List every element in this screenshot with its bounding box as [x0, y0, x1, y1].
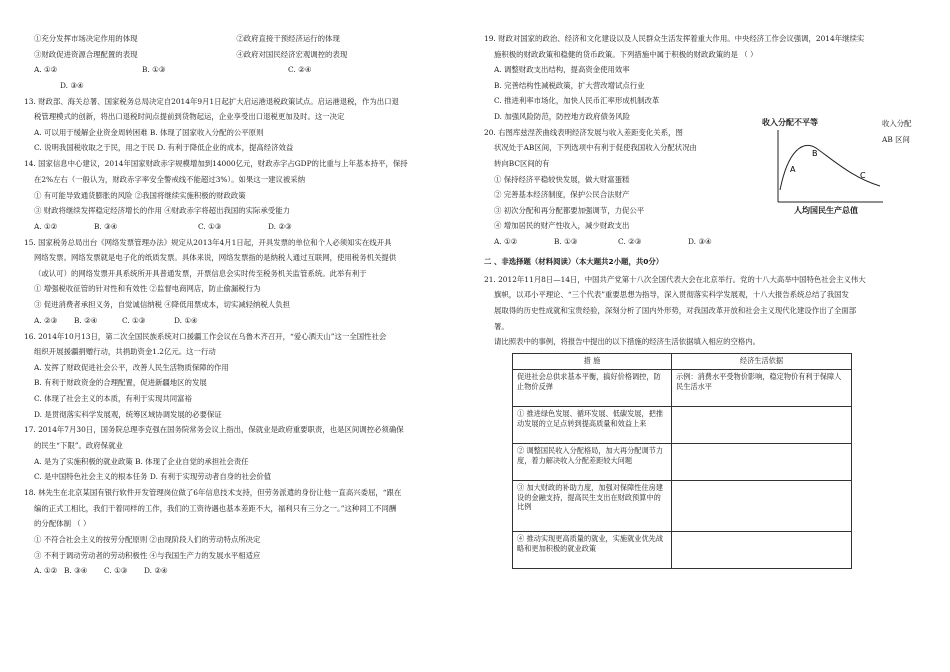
q18-stem-2: 编的正式工相比，我们干着同样的工作，我们的工资待遇也基本差距不大，福利只有三分之一。”这种同工不同酬	[34, 503, 397, 513]
question-15	[24, 238, 464, 326]
answer-cell-4[interactable]	[672, 531, 852, 568]
q13-stem-1: 13. 财政部、海关总署、国家税务总局决定自2014年9月1日起扩大启运港退税政策试点。启运港退税，作为出口退	[24, 96, 399, 106]
q18-choice-c: C. ①③	[104, 566, 128, 576]
q15-choice-c: C. ①③	[122, 315, 146, 325]
measures-table	[512, 353, 852, 569]
q21-stem-2: 旗帜，以邓小平理论、“三个代表”重要思想为指导，深入贯彻落实科学发展观，十八大报告系统总结了我国发	[494, 290, 849, 300]
q17-options-cd: C. 是中国特色社会主义的根本任务 D. 有利于实现劳动者自身的社会价值	[34, 472, 272, 482]
q19-option-d: D. 加强风险防范，防控地方政府债务风险	[494, 111, 631, 121]
q18-choice-a: A. ①②	[34, 566, 58, 576]
q15-choice-a: A. ②③	[34, 315, 58, 325]
table-header-measure: 措 施	[513, 353, 672, 369]
q16-option-a: A. 发挥了财政促进社会公平，改善人民生活物质保障的作用	[34, 362, 229, 372]
table-row	[513, 369, 852, 406]
question-12-tail	[24, 34, 464, 91]
q13-options-cd: C. 说明我国税收取之于民，用之于民 D. 有利于降低企业的成本，提高经济效益	[34, 143, 294, 153]
answer-cell-3[interactable]	[672, 480, 852, 531]
point-a-label: A	[790, 165, 796, 174]
q19-stem-1: 19. 财政对国家的政治、经济和文化建设以及人民群众生活发挥着重大作用。中央经济工作会议强调，2014年继续实	[484, 34, 865, 43]
q14-choice-b: B. ③④	[94, 221, 118, 231]
kuznets-curve-svg	[768, 120, 888, 220]
x-axis-label: 人均国民生产总值	[794, 206, 858, 215]
q12-option-1: ①充分发挥市场决定作用的体现	[34, 34, 138, 43]
q18-choice-b: B. ③④	[64, 566, 88, 576]
q14-options-12: ① 有可能导致通货膨胀的风险 ②我国将继续实施积极的财政政策	[34, 190, 246, 200]
kuznets-curve-figure	[762, 118, 908, 220]
table-cell-measure: 促进社会总供求基本平衡，搞好价格调控，防止物价反弹	[513, 369, 672, 406]
q18-options-12: ① 不符合社会主义的按劳分配原则 ②由现阶段人们的劳动特点所决定	[34, 534, 261, 544]
q20-choice-a: A. ①②	[494, 236, 518, 246]
question-21	[484, 275, 924, 569]
q16-stem-2: 组织开展援疆捐赠行动，共捐助资金1.2亿元。这一行动	[34, 347, 216, 357]
q14-choice-d: D. ②③	[268, 221, 292, 231]
q15-choice-b: B. ②④	[74, 315, 98, 325]
q17-options-ab: A. 是为了实施积极的就业政策 B. 体现了企业自觉的承担社会责任	[34, 456, 249, 466]
table-cell-measure: ① 推进绿色发展、循环发展、低碳发展，把推动发展的立足点转到提高质量和效益上来	[513, 406, 672, 443]
table-cell-measure: ③ 加大财政的补助力度，加强对保障性住房建设的金融支持，提高民生支出在财政预算中的比例	[513, 480, 672, 531]
question-17	[24, 425, 464, 482]
question-19	[484, 34, 924, 122]
q12-choice-c: C. ②④	[288, 65, 312, 75]
question-16	[24, 332, 464, 420]
y-axis-label: 收入分配不平等	[762, 118, 818, 127]
q17-stem-2: 的民生“下限”。政府保就业	[34, 441, 123, 451]
q20-choice-b: B. ①③	[554, 236, 578, 246]
q15-stem-2: 网络发票。网络发票就是电子化的纸质发票。具体来说，网络发票指的是纳税人通过互联网，使用税务机关提供	[34, 253, 397, 263]
q15-stem-3: （或认可）的网络发票开具系统所开具普通发票，开票信息会实时传至税务机关监管系统。此举有利于	[34, 268, 367, 278]
q16-option-d: D. 是贯彻落实科学发展观，统筹区域协调发展的必要保证	[34, 409, 222, 419]
q19-option-c: C. 推进利率市场化，加快人民币汇率形成机制改革	[494, 96, 660, 106]
q13-stem-2: 税管理模式的创新，将出口退税时间点提前到货物起运，企业享受出口退税更加及时。这一决定	[34, 112, 345, 122]
q16-option-b: B. 有利于财政资金的合理配置，促进新疆地区的发展	[34, 378, 207, 388]
q21-instruction: 请比照表中的事例，将报告中提出的以下措施的经济生活依据填入相应的空格内。	[494, 337, 761, 347]
q20-option-2: ② 完善基本经济制度，保护公民合法财产	[494, 190, 630, 200]
q20-choice-d: D. ③④	[688, 236, 712, 246]
q20-choice-c: C. ②③	[618, 236, 642, 246]
q12-option-3: ③财政促进资源合理配置的表现	[34, 49, 138, 59]
table-header-basis: 经济生活依据	[672, 353, 852, 369]
q14-choice-a: A. ①②	[34, 221, 58, 231]
q20-side-text-1: 收入分配	[882, 119, 912, 128]
q21-stem-3: 展取得的历史性成就和宝贵经验，深刻分析了国内外形势，对我国改革开放和社会主义现代化建设作出了全面部	[494, 306, 857, 316]
q18-options-34: ③ 不利于调动劳动者的劳动积极性 ④与我国生产力的发展水平相适应	[34, 550, 261, 560]
q20-option-1: ① 保持经济平稳较快发展，做大财富蛋糕	[494, 174, 630, 184]
q14-choice-c: C. ①③	[198, 221, 222, 231]
q12-option-4: ④政府对国民经济宏观调控的表现	[236, 49, 348, 59]
q12-choice-d: D. ③④	[60, 80, 84, 90]
table-cell-measure: ④ 推动实现更高质量的就业，实施就业优先战略和更加积极的就业政策	[513, 531, 672, 568]
point-b-label: B	[812, 149, 818, 158]
section-2-heading: 二 、非选择题（材料阅读）（本大题共2小题，共0分）	[484, 256, 664, 266]
point-c-label: C	[860, 171, 866, 180]
q20-stem-3: 转向BC区间的有	[494, 159, 550, 169]
left-column	[24, 34, 464, 582]
table-header-row	[513, 353, 852, 369]
table-cell-measure: ② 调整国民收入分配格局，加大再分配调节力度，着力解决收入分配差距较大问题	[513, 443, 672, 480]
question-13	[24, 97, 464, 154]
q12-choice-b: B. ①③	[142, 65, 166, 75]
q17-stem-1: 17. 2014年7月30日，国务院总理李克强在国务院常务会议上指出，保就业是政府重要职责，也是区间调控必须确保	[24, 425, 404, 435]
q12-choice-a: A. ①②	[34, 65, 58, 75]
q15-options-12: ① 增强税收征管的针对性和有效性 ②监督电商网店，防止偷漏税行为	[34, 284, 261, 294]
q16-stem-1: 16. 2014年10月13日，第二次全国民族系统对口援疆工作会议在乌鲁木齐召开，“爱心洒天山”这一全国性社会	[24, 331, 387, 341]
q14-stem-1: 14. 国家信息中心建议，2014年国家财政赤字规模增加到14000亿元，财政赤字占GDP的比重与上年基本持平，保持	[24, 159, 408, 169]
table-row	[513, 480, 852, 531]
table-row	[513, 531, 852, 568]
q18-stem-1: 18. 林先生在北京某国有银行软件开发管理岗位做了6年信息技术支持，但劳务派遣的身份让他一直高兴委屈，“跟在	[24, 488, 402, 498]
q15-choice-d: D. ①④	[174, 315, 198, 325]
q20-option-4: ④ 增加居民的财产性收入，减少财政支出	[494, 221, 630, 231]
q20-stem-2: 状况处于AB区间，下列选项中有利于促使我国收入分配状况由	[494, 143, 697, 153]
answer-cell-2[interactable]	[672, 443, 852, 480]
question-14	[24, 159, 464, 231]
question-18	[24, 488, 464, 576]
q19-stem-2: 施积极的财政政策和稳健的货币政策。下列措施中属于积极的财政政策的是 （ ）	[494, 49, 758, 59]
q12-option-2: ②政府直接干预经济运行的体现	[236, 34, 340, 43]
q20-stem-1: 20. 右图库兹涅茨曲线表明经济发展与收入差距变化关系，图	[484, 127, 683, 137]
q14-options-34: ③ 财政将继续发挥稳定经济增长的作用 ④财政赤字将超出我国的实际承受能力	[34, 206, 290, 216]
right-column	[484, 34, 924, 575]
q19-option-a: A. 调整财政支出结构，提高资金使用效率	[494, 65, 630, 75]
table-row	[513, 406, 852, 443]
q19-option-b: B. 完善结构性减税政策，扩大营改增试点行业	[494, 80, 645, 90]
q18-stem-3: 的分配体制 （ ）	[34, 519, 91, 529]
q15-stem-1: 15. 国家税务总局出台《网络发票管理办法》规定从2013年4月1日起，开具发票的单位和个人必须知实在线开具	[24, 237, 392, 247]
q20-side-text-2: AB 区间	[882, 134, 910, 144]
q20-option-3: ③ 初次分配和再分配都要加强调节，力促公平	[494, 205, 645, 215]
q18-choice-d: D. ②④	[144, 566, 168, 576]
table-cell-basis: 示例：消费水平受物价影响，稳定物价有利于保障人民生活水平	[672, 369, 852, 406]
q21-stem-1: 21. 2012年11月8日—14日，中国共产党第十八次全国代表大会在北京举行。党的十八大高举中国特色社会主义伟大	[484, 274, 866, 284]
q16-option-c: C. 体现了社会主义的本质，有利于实现共同富裕	[34, 393, 192, 403]
q14-stem-2: 在2%左右（一般认为，财政赤字率安全警戒线不能超过3%）。如果这一建议被采纳	[34, 175, 306, 185]
q21-stem-4: 署。	[494, 321, 509, 331]
q15-options-34: ③ 促进消费者承担义务，自觉诚信纳税 ④降低用票成本，切实减轻纳税人负担	[34, 300, 290, 310]
q13-options-ab: A. 可以用于缓解企业资金周转困难 B. 体现了国家收入分配的公平原则	[34, 127, 264, 137]
answer-cell-1[interactable]	[672, 406, 852, 443]
table-row	[513, 443, 852, 480]
